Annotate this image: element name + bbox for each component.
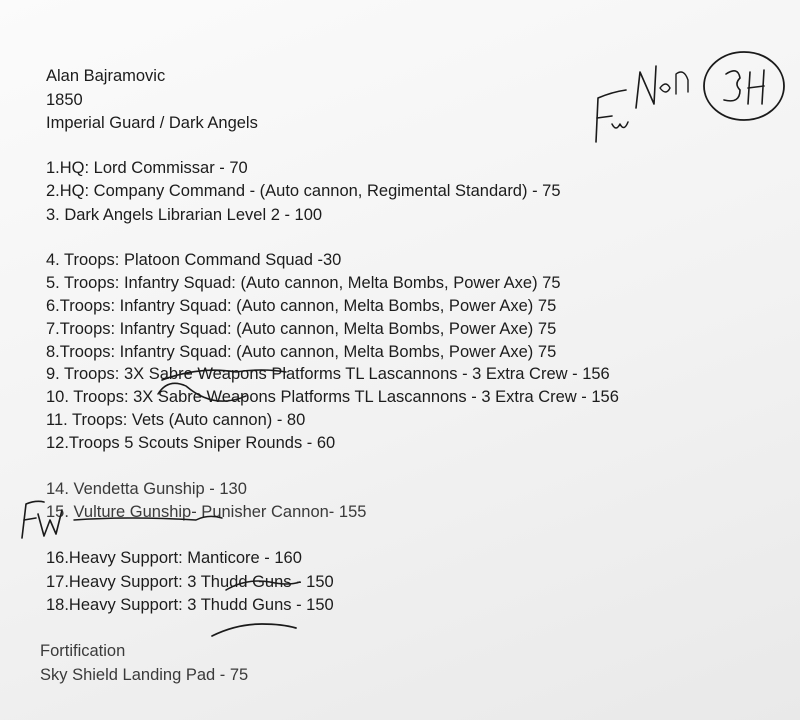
list-entry-troops-7: 7.Troops: Infantry Squad: (Auto cannon, Melta Bombs, Power Axe) 75 [46,320,557,338]
list-entry-hq-3: 3. Dark Angels Librarian Level 2 - 100 [46,206,323,224]
list-entry-troops-12: 12.Troops 5 Scouts Sniper Rounds - 60 [46,434,336,452]
player-name: Alan Bajramovic [46,67,166,85]
list-entry-troops-4: 4. Troops: Platoon Command Squad -30 [46,251,342,269]
list-entry-hq-2: 2.HQ: Company Command - (Auto cannon, Regimental Standard) - 75 [46,182,561,200]
list-entry-hq-1: 1.HQ: Lord Commissar - 70 [46,159,248,177]
list-entry-troops-10: 10. Troops: 3X Sabre Weapons Platforms TL Lascannons - 3 Extra Crew - 156 [46,388,619,406]
fortification-heading: Fortification [40,642,126,660]
army-factions: Imperial Guard / Dark Angels [46,114,258,132]
list-entry-heavy-18: 18.Heavy Support: 3 Thudd Guns - 150 [46,596,334,614]
list-entry-troops-5: 5. Troops: Infantry Squad: (Auto cannon, Melta Bombs, Power Axe) 75 [46,274,561,292]
list-entry-heavy-16: 16.Heavy Support: Manticore - 160 [46,549,302,567]
list-entry-troops-11: 11. Troops: Vets (Auto cannon) - 80 [46,411,306,429]
list-entry-troops-9: 9. Troops: 3X Sabre Weapons Platforms TL Lascannons - 3 Extra Crew - 156 [46,365,610,383]
list-entry-fast-15: 15. Vulture Gunship- Punisher Cannon- 155 [46,503,367,521]
list-entry-troops-8: 8.Troops: Infantry Squad: (Auto cannon, Melta Bombs, Power Axe) 75 [46,343,557,361]
list-entry-heavy-17: 17.Heavy Support: 3 Thudd Guns - 150 [46,573,334,591]
list-entry-fast-14: 14. Vendetta Gunship - 130 [46,480,247,498]
list-entry-troops-6: 6.Troops: Infantry Squad: (Auto cannon, Melta Bombs, Power Axe) 75 [46,297,557,315]
points-total: 1850 [46,91,83,109]
fortification-item: Sky Shield Landing Pad - 75 [40,666,249,684]
